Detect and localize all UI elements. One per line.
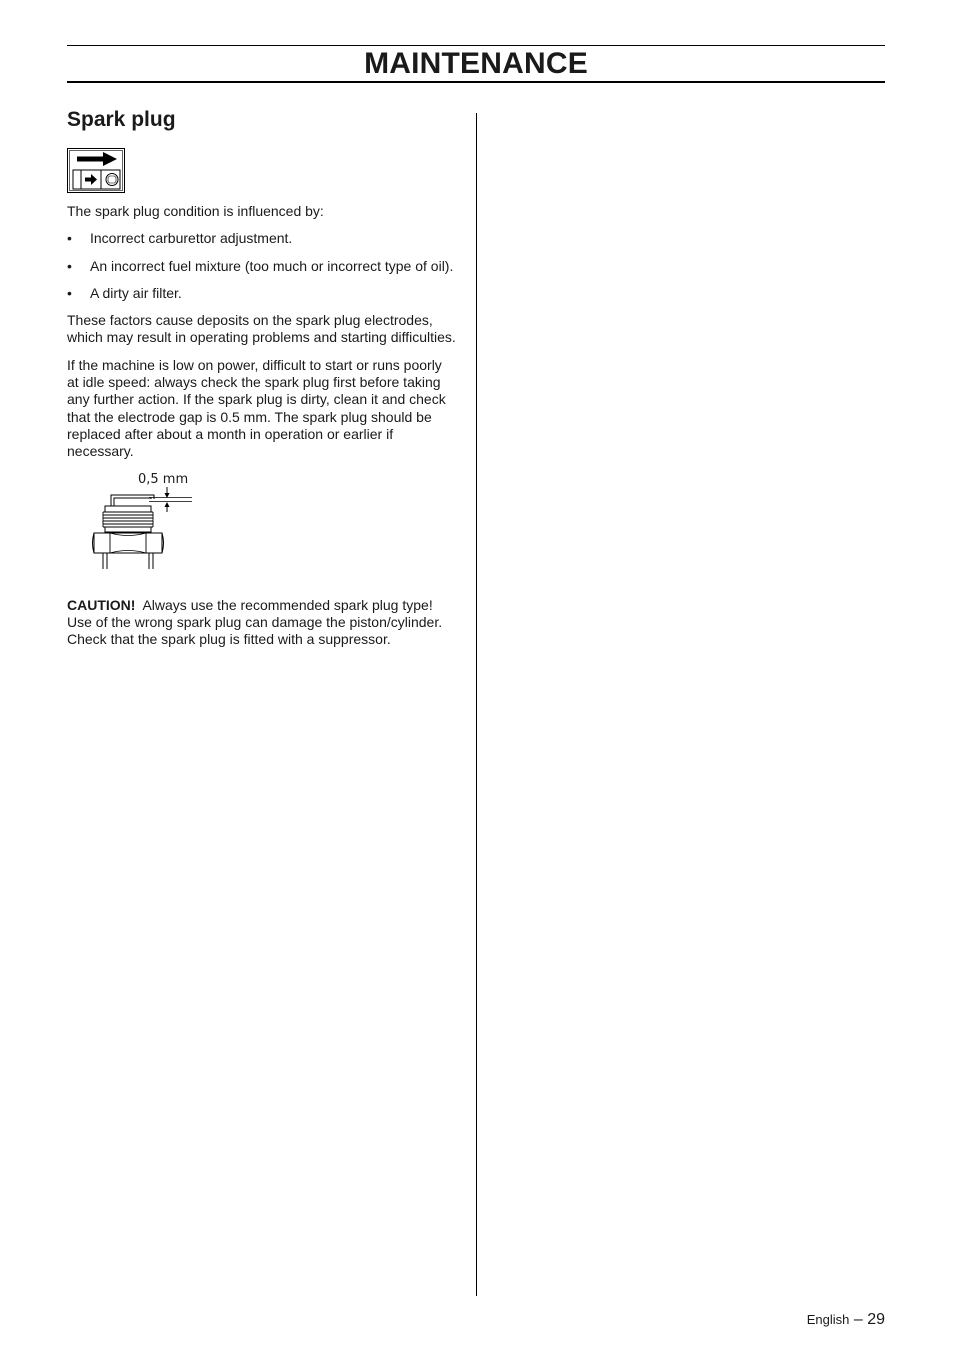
bullet: • [67, 284, 72, 301]
header-rule-bottom [67, 81, 885, 83]
column-divider [476, 113, 477, 1296]
page-title: MAINTENANCE [364, 47, 588, 80]
maintenance-arrow-stop-symbol-icon [67, 148, 125, 193]
intro-text: The spark plug condition is influenced by: [67, 203, 324, 219]
bullet: • [67, 230, 72, 247]
caution-text: Always use the recommended spark plug type! Use of the wrong spark plug can damage the piston/cylinder. Check that the spark plug is fitted with a suppressor. [67, 596, 443, 648]
footer-language: English [806, 1312, 850, 1327]
list-item [67, 230, 457, 247]
list-item [67, 258, 457, 275]
list-item-text: Incorrect carburettor adjustment. [90, 230, 293, 247]
page-footer [807, 1311, 885, 1329]
page-number: 29 [867, 1311, 885, 1328]
gap-label: 0,5 mm [138, 471, 189, 487]
spark-plug-gap-diagram [67, 465, 207, 589]
caution-note [67, 597, 457, 649]
influence-list [67, 230, 457, 302]
list-item [67, 285, 457, 302]
check-paragraph: If the machine is low on power, difficult to start or runs poorly at idle speed: always check the spark plug first before taking any further action. If the spark plug is dirty, clean it and check that the electrode gap is 0.5 mm. The spark plug should be replaced after about a month in operation or earlier if necessary. [67, 356, 446, 460]
list-item-text: A dirty air filter. [90, 284, 182, 301]
bullet: • [67, 257, 72, 274]
spark-plug-section [67, 106, 457, 648]
section-title: Spark plug [67, 108, 176, 131]
caution-label: CAUTION! [67, 596, 136, 613]
deposits-paragraph: These factors cause deposits on the spark plug electrodes, which may result in operating problems and starting difficulties. [67, 312, 456, 346]
footer-separator: – [853, 1311, 863, 1328]
list-item-text: An incorrect fuel mixture (too much or incorrect type of oil). [90, 257, 454, 274]
